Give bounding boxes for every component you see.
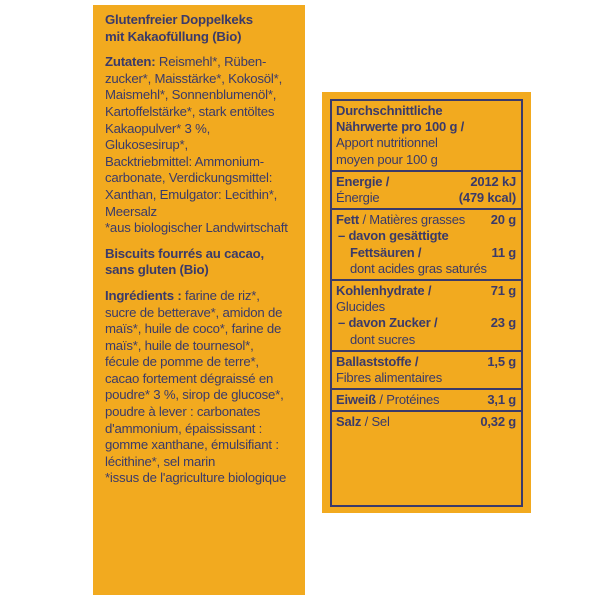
french-ingredients-line: fécule de pomme de terre*, xyxy=(105,354,259,370)
nutrition-table xyxy=(330,99,523,507)
protein-label: Eiweiß xyxy=(336,392,376,408)
french-ingredients-line: sucre de betterave*, amidon de xyxy=(105,304,283,320)
carbohydrate-label: Kohlenhydrate / xyxy=(336,283,432,299)
french-ingredients-line: farine de riz*, xyxy=(181,287,260,303)
fibre-value: 1,5 g xyxy=(487,353,516,369)
salt-section xyxy=(332,412,521,432)
german-ingredients-line: Reismehl*, Rüben- xyxy=(155,54,267,70)
energy-label-fr: Énergie xyxy=(336,190,380,206)
french-ingredients-label: Ingrédients : xyxy=(105,287,182,303)
ingredients-panel xyxy=(93,5,305,595)
energy-section xyxy=(332,172,521,210)
nutrition-panel xyxy=(322,92,531,513)
carbohydrate-value: 71 g xyxy=(490,283,516,299)
french-ingredients-line: maïs*, huile de coco*, farine de xyxy=(105,321,282,337)
fibre-label: Ballaststoffe / xyxy=(336,353,419,369)
energy-label: Energie / xyxy=(336,173,390,189)
french-ingredients-line: poudre à lever : carbonates xyxy=(105,404,261,420)
german-ingredients-line: Meersalz xyxy=(105,203,157,219)
protein-value: 3,1 g xyxy=(487,392,516,408)
saturates-value: 11 g xyxy=(491,244,516,260)
german-ingredients-line: Xanthan, Emulgator: Lecithin*, xyxy=(105,186,278,202)
sugar-value: 23 g xyxy=(490,315,516,331)
saturates-label-line-2: Fettsäuren / xyxy=(350,244,422,260)
german-title-line-1: Glutenfreier Doppelkeks xyxy=(105,12,253,27)
german-ingredients-line: Backtriebmittel: Ammonium- xyxy=(105,153,264,169)
fat-label: Fett xyxy=(336,212,360,228)
french-title-line-1: Biscuits fourrés au cacao, xyxy=(105,245,264,261)
nutrition-header-line: Nährwerte pro 100 g / xyxy=(336,119,465,135)
salt-label: Salz xyxy=(336,414,362,430)
energy-kcal-value: (479 kcal) xyxy=(458,190,516,206)
german-title-line-2: mit Kakaofüllung (Bio) xyxy=(105,28,242,44)
german-ingredients-line: carbonate, Verdickungsmittel: xyxy=(105,170,273,186)
french-ingredients-line: cacao fortement dégraissé en xyxy=(105,370,274,386)
saturates-label-line-1: – davon gesättigte xyxy=(338,228,449,244)
carbohydrate-label-fr: Glucides xyxy=(336,299,385,315)
saturates-label-fr: dont acides gras saturés xyxy=(350,260,487,276)
fibre-section xyxy=(332,352,521,390)
fibre-label-fr: Fibres alimentaires xyxy=(336,370,443,386)
french-ingredients xyxy=(105,288,293,305)
french-ingredients-line: d'ammonium, épaississant : xyxy=(105,420,263,436)
german-ingredients xyxy=(105,54,293,71)
german-organic-note: *aus biologischer Landwirtschaft xyxy=(105,220,288,236)
german-ingredients-line: Kakaopulver* 3 %, Glukosesirup*, xyxy=(105,120,211,153)
french-organic-note: *issus de l'agriculture biologique xyxy=(105,470,287,486)
protein-section xyxy=(332,390,521,412)
sugar-label-fr: dont sucres xyxy=(350,331,416,347)
sugar-label: – davon Zucker / xyxy=(338,315,438,331)
nutrition-header-line: Apport nutritionnel xyxy=(336,135,438,151)
salt-value: 0,32 g xyxy=(480,414,516,430)
fat-section xyxy=(332,210,521,281)
german-ingredients-line: zucker*, Maisstärke*, Kokosöl*, xyxy=(105,70,283,86)
nutrition-header-line: Durchschnittliche xyxy=(336,103,443,118)
french-ingredients-line: maïs*, huile de tournesol*, xyxy=(105,337,254,353)
french-ingredients-line: lécithine*, sel marin xyxy=(105,453,216,469)
french-title-line-2: sans gluten (Bio) xyxy=(105,262,209,278)
german-ingredients-line: Kartoffelstärke*, stark entöltes xyxy=(105,103,275,119)
german-ingredients-line: Maismehl*, Sonnenblumenöl*, xyxy=(105,87,277,103)
carbohydrate-section xyxy=(332,281,521,352)
fat-value: 20 g xyxy=(490,212,516,228)
nutrition-header xyxy=(332,101,521,172)
fat-label-fr: / Matières grasses xyxy=(359,212,466,228)
protein-label-fr: / Protéines xyxy=(375,392,440,408)
french-ingredients-line: gomme xanthane, émulsifiant : xyxy=(105,437,279,453)
salt-label-fr: / Sel xyxy=(361,414,390,430)
energy-kj-value: 2012 kJ xyxy=(470,173,516,189)
french-ingredients-line: poudre* 3 %, sirop de glucose*, xyxy=(105,387,284,403)
nutrition-header-line: moyen pour 100 g xyxy=(336,151,438,167)
german-ingredients-label: Zutaten: xyxy=(105,54,156,70)
